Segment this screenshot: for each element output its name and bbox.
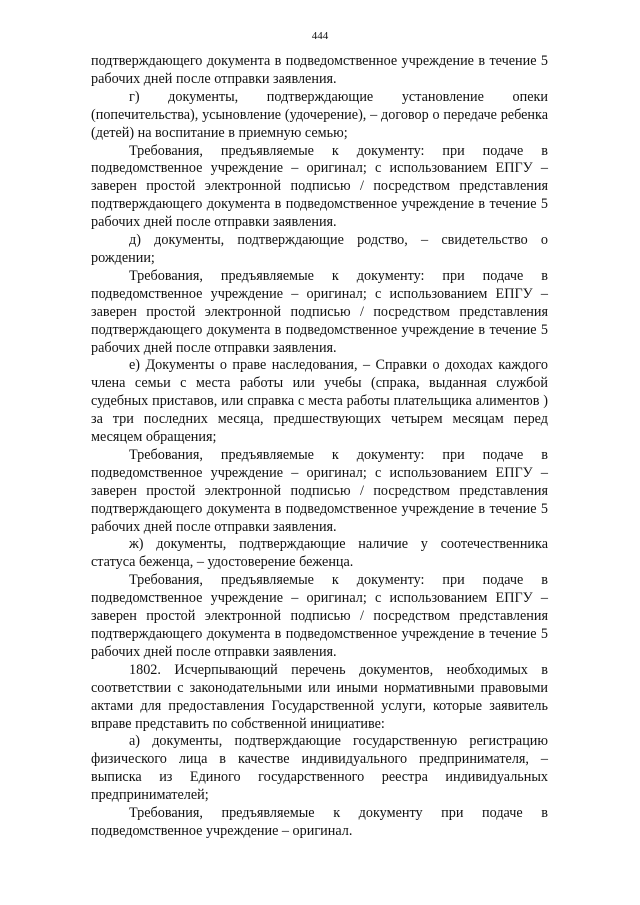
paragraph: Требования, предъявляемые к документу: при подаче в подведомственное учреждение – оригинал; с использованием ЕПГУ – заверен простой электронной подписью / посредством представления подтверждающего документа в подведомственное учреждение в течение 5 рабочих дней после отправки заявления. [91, 267, 548, 356]
paragraph: г) документы, подтверждающие установление опеки (попечительства), усыновление (удочерение), – договор о передаче ребенка (детей) на воспитание в приемную семью; [91, 88, 548, 141]
paragraph: Требования, предъявляемые к документу: при подаче в подведомственное учреждение – оригинал; с использованием ЕПГУ – заверен простой электронной подписью / посредством представления подтверждающего документа в подведомственное учреждение в течение 5 рабочих дней после отправки заявления. [91, 572, 548, 660]
paragraph: ж) документы, подтверждающие наличие у соотечественника статуса беженца, – удостоверение беженца. [91, 536, 548, 571]
paragraph: Требования, предъявляемые к документу: при подаче в подведомственное учреждение – оригинал; с использованием ЕПГУ – заверен простой электронной подписью / посредством представления подтверждающего документа в подведомственное учреждение в течение 5 рабочих дней после отправки заявления. [91, 142, 548, 231]
page-number: 444 [311, 30, 329, 42]
paragraph: Требования, предъявляемые к документу: при подаче в подведомственное учреждение – оригинал; с использованием ЕПГУ – заверен простой электронной подписью / посредством представления подтверждающего документа в подведомственное учреждение в течение 5 рабочих дней после отправки заявления. [91, 446, 548, 535]
paragraph: Требования, предъявляемые к документу при подаче в подведомственное учреждение – оригинал. [91, 805, 548, 839]
paragraph: 1802. Исчерпывающий перечень документов, необходимых в соответствии с законодательными или иными нормативными правовыми актами для предоставления Государственной услуги, которые заявитель вправе представить по собственной инициативе: [91, 661, 548, 732]
document-body [91, 53, 548, 841]
paragraph: д) документы, подтверждающие родство, – свидетельство о рождении; [91, 232, 548, 266]
paragraph: е) Документы о праве наследования, – Справки о доходах каждого члена семьи с места работы или учебы (спрака, выданная службой судебных приставов, или справка с места работы плательщика алиментов ) за три последних месяца, предшествующих четырем месяцам перед месяцем обращения; [91, 357, 548, 446]
paragraph: подтверждающего документа в подведомственное учреждение в течение 5 рабочих дней после отправки заявления. [91, 53, 548, 87]
paragraph: а) документы, подтверждающие государственную регистрацию физического лица в качестве индивидуального предпринимателя, – выписка из Единого государственного реестра индивидуальных предпринимателей; [91, 733, 548, 804]
